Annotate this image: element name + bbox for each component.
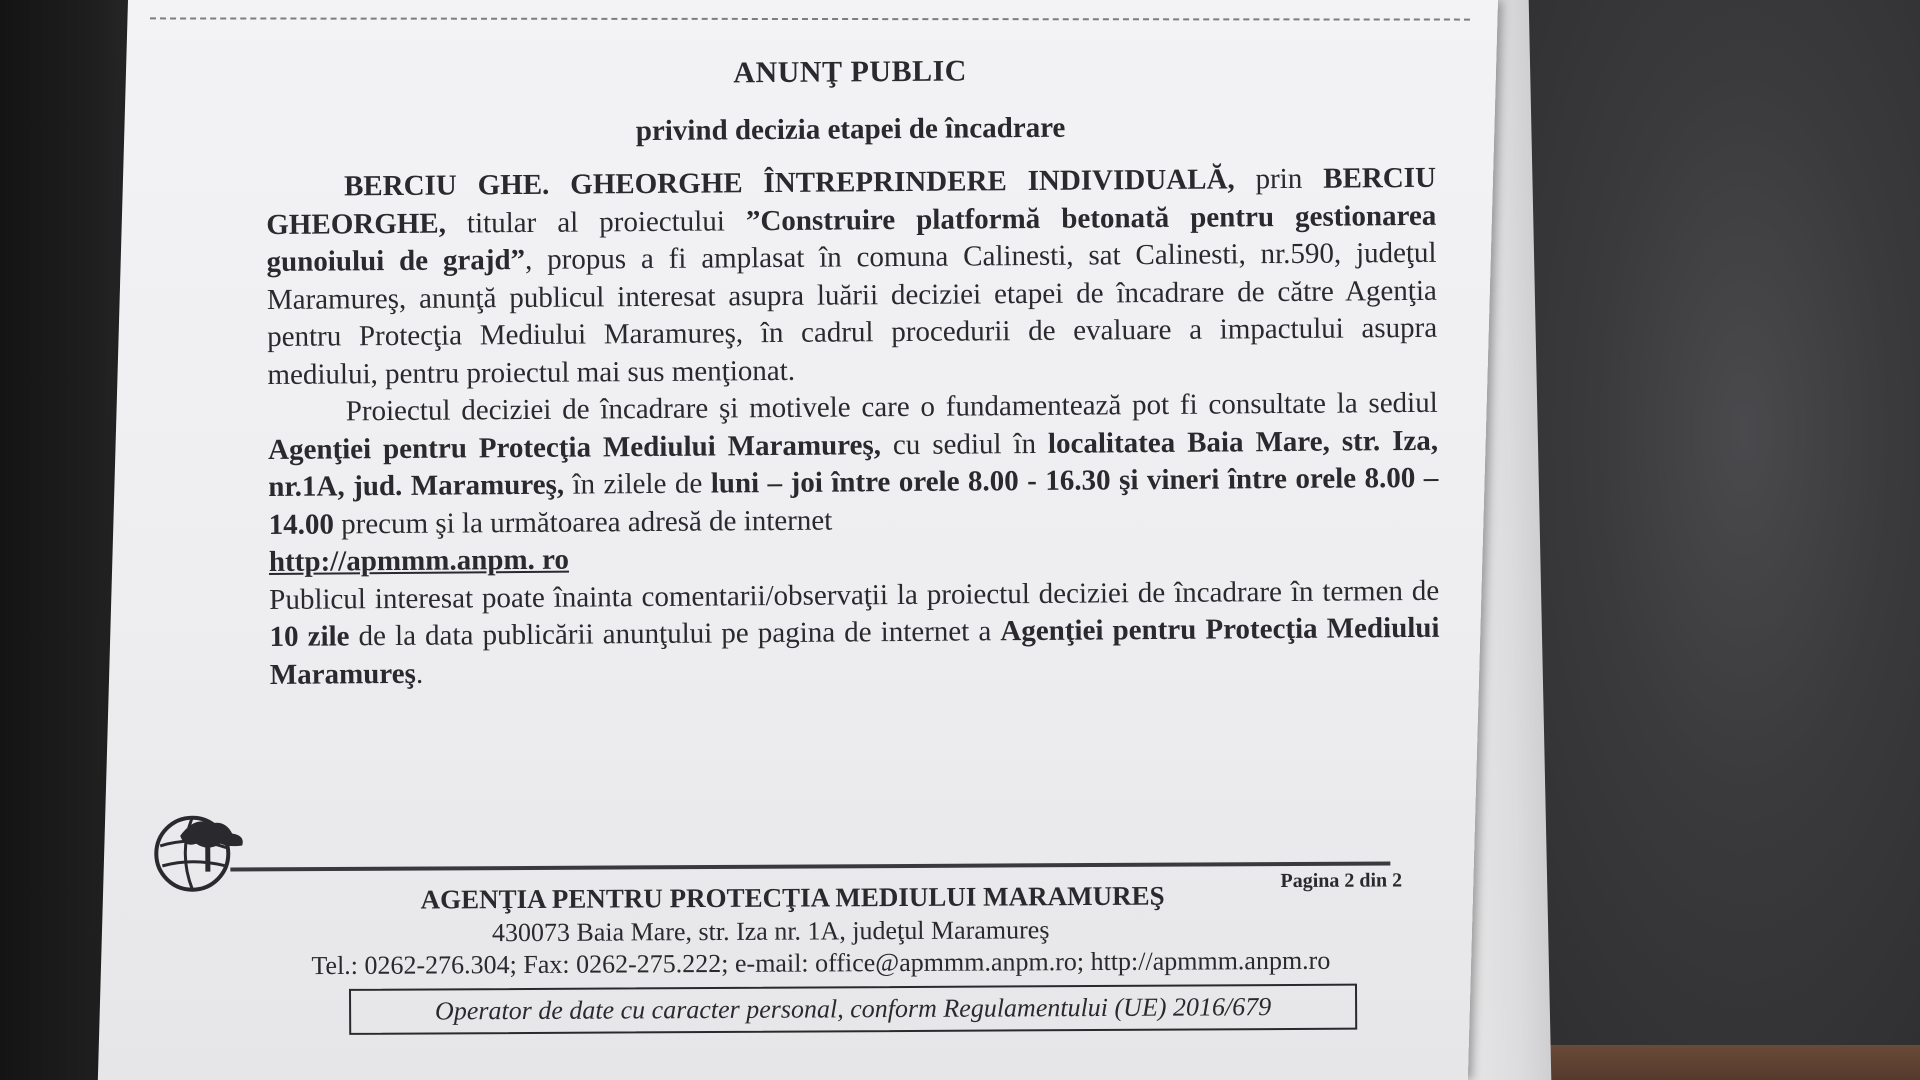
footer-address: 430073 Baia Mare, str. Iza nr. 1A, judeţul Maramureş <box>491 915 1050 948</box>
consultation-in-zilele: în zilele de <box>563 467 711 501</box>
announcement-content <box>265 51 1440 694</box>
announcement-title: ANUNŢ PUBLIC <box>733 54 968 90</box>
announcement-subtitle: privind decizia etapei de încadrare <box>635 111 1066 148</box>
desk-wood-strip <box>1530 1045 1920 1080</box>
consultation-intro: Proiectul deciziei de încadrare şi motivele care o fundamentează pot fi consultate la sediul <box>345 386 1438 428</box>
applicant-name: BERCIU GHE. GHEORGHE ÎNTREPRINDERE INDIVIDUALĂ, <box>343 163 1235 203</box>
consultation-cu-sediul: cu sediul în <box>880 427 1049 461</box>
footer-operator-box: Operator de date cu caracter personal, conform Regulamentului (UE) 2016/679 <box>349 984 1357 1035</box>
paragraph-applicant <box>266 160 1438 394</box>
footer-agency-name: AGENŢIA PENTRU PROTECŢIA MEDIULUI MARAMUREŞ <box>420 880 1165 915</box>
comments-intro: Publicul interesat poate înainta comentarii/observaţii la proiectul deciziei de încadrare în termen de <box>269 574 1440 616</box>
paragraph-consultation <box>268 385 1439 544</box>
footer-divider <box>230 861 1390 871</box>
agency-globe-tree-icon <box>150 805 250 896</box>
prin-text: prin <box>1234 162 1324 196</box>
letterhead-footer <box>140 793 1441 1060</box>
consultation-location: localitatea Baia Mare, str. Iza, nr.1A, jud. Maramureş, <box>268 424 1439 503</box>
consultation-precum: precum şi la următoarea adresă de internet <box>333 504 833 540</box>
applicant-person: BERCIU GHEORGHE, <box>266 161 1437 241</box>
footer-contact: Tel.: 0262-276.304; Fax: 0262-275.222; e-mail: office@apmmm.anpm.ro; http://apmmm.anpm.ro <box>311 945 1331 981</box>
paragraph-applicant-rest: , propus a fi amplasat în comuna Calinesti, sat Calinesti, nr.590, judeţul Maramureş, anunţă publicul interesat asupra luării deciziei etapei de încadrare de către Agenţia pentru Protecţia Mediului Maramureş, în cadrul procedurii de evaluare a impactului asupra mediului, pentru proiectul mai sus menţionat. <box>266 236 1438 391</box>
comments-days: 10 zile <box>269 620 350 653</box>
consultation-schedule: luni – joi între orele 8.00 - 16.30 şi vineri între orele 8.00 – 14.00 <box>268 461 1439 541</box>
comments-end: . <box>415 657 424 690</box>
titular-text: titular al proiectului <box>445 204 747 240</box>
agency-website-link[interactable]: http://apmmm.anpm. ro <box>268 543 570 578</box>
comments-middle: de la data publicării anunţului pe pagina de internet a <box>349 615 1001 653</box>
project-name: ”Construire platformă betonată pentru gestionarea gunoiului de grajd” <box>266 199 1437 278</box>
consultation-agency: Agenţiei pentru Protecţia Mediului Maramureş, <box>267 428 882 466</box>
paragraph-comments <box>269 572 1440 694</box>
page-number: Pagina 2 din 2 <box>1280 869 1403 893</box>
comments-agency: Agenţiei pentru Protecţia Mediului Maramureş <box>269 611 1440 691</box>
